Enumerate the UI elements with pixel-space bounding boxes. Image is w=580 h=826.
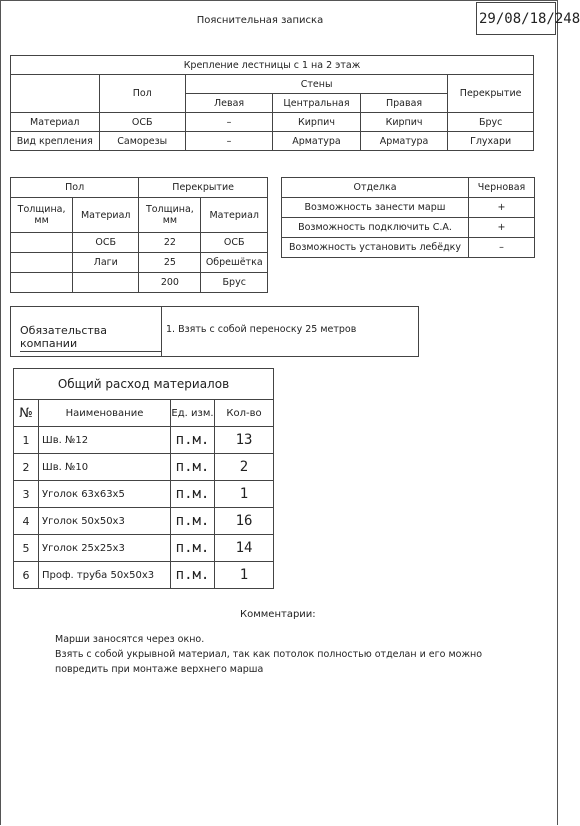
floor-ceiling-table <box>10 177 268 293</box>
row-label: Возможность подключить С.А. <box>282 218 469 238</box>
cell <box>11 273 73 293</box>
document-code: 29/08/18/248 <box>476 2 556 35</box>
table-row <box>282 218 535 238</box>
row-label: Материал <box>11 113 100 132</box>
cell-number: 6 <box>14 562 39 589</box>
header-thickness: Толщина, мм <box>139 198 201 233</box>
cell-unit: п.м. <box>171 535 215 562</box>
cell-name: Уголок 63х63х5 <box>39 481 171 508</box>
table-row <box>11 113 534 132</box>
row-value: + <box>469 198 535 218</box>
finishing-table <box>281 177 535 258</box>
company-obligations <box>10 306 419 357</box>
header-floor: Пол <box>11 178 139 198</box>
cell-number: 2 <box>14 454 39 481</box>
obligations-text: 1. Взять с собой переноску 25 метров <box>166 324 357 335</box>
cell-name: Шв. №10 <box>39 454 171 481</box>
table-row <box>14 481 274 508</box>
cell <box>11 233 73 253</box>
header-thickness: Толщина, мм <box>11 198 73 233</box>
header-finish: Отделка <box>282 178 469 198</box>
cell-name: Уголок 25х25х3 <box>39 535 171 562</box>
cell-unit: п.м. <box>171 562 215 589</box>
cell <box>73 273 139 293</box>
comment-line: повредить при монтаже верхнего марша <box>55 664 264 675</box>
table-row <box>14 454 274 481</box>
table-row <box>11 253 268 273</box>
header-unit: Ед. изм. <box>171 400 215 427</box>
header-qty: Кол-во <box>215 400 274 427</box>
cell-right: Арматура <box>360 132 447 151</box>
cell-unit: п.м. <box>171 454 215 481</box>
cell-unit: п.м. <box>171 481 215 508</box>
cell-right: Кирпич <box>360 113 447 132</box>
cell-number: 4 <box>14 508 39 535</box>
row-label: Возможность занести марш <box>282 198 469 218</box>
cell-central: Арматура <box>273 132 361 151</box>
table-caption: Общий расход материалов <box>14 369 274 400</box>
header-material: Материал <box>201 198 268 233</box>
table-row <box>282 198 535 218</box>
cell: Обрешётка <box>201 253 268 273</box>
comments-title: Комментарии: <box>240 609 316 620</box>
table-row <box>282 238 535 258</box>
table-row <box>14 535 274 562</box>
cell-ceiling: Глухари <box>448 132 534 151</box>
header-ceiling: Перекрытие <box>139 178 268 198</box>
empty-cell <box>11 75 100 113</box>
cell-qty: 1 <box>215 562 274 589</box>
materials-table <box>13 368 274 589</box>
row-value: – <box>469 238 535 258</box>
cell-floor: ОСБ <box>99 113 185 132</box>
comments-body <box>55 632 535 677</box>
table-row <box>11 233 268 253</box>
header-material: Материал <box>73 198 139 233</box>
cell-number: 1 <box>14 427 39 454</box>
table-row <box>11 132 534 151</box>
cell-left: – <box>185 132 272 151</box>
cell-floor: Саморезы <box>99 132 185 151</box>
table-row <box>14 562 274 589</box>
header-floor: Пол <box>99 75 185 113</box>
cell-unit: п.м. <box>171 427 215 454</box>
cell-number: 3 <box>14 481 39 508</box>
header-central: Центральная <box>273 94 361 113</box>
cell-name: Шв. №12 <box>39 427 171 454</box>
cell-qty: 1 <box>215 481 274 508</box>
cell: 22 <box>139 233 201 253</box>
comment-line: Взять с собой укрывной материал, так как потолок полностью отделан и его можно <box>55 649 483 660</box>
table-row <box>11 273 268 293</box>
document-title: Пояснительная записка <box>196 15 324 26</box>
cell-qty: 13 <box>215 427 274 454</box>
cell: Лаги <box>73 253 139 273</box>
cell-unit: п.м. <box>171 508 215 535</box>
cell-left: – <box>185 113 272 132</box>
row-label: Возможность установить лебёдку <box>282 238 469 258</box>
cell: Брус <box>201 273 268 293</box>
header-number: № <box>14 400 39 427</box>
row-label: Вид крепления <box>11 132 100 151</box>
cell <box>11 253 73 273</box>
cell-name: Уголок 50х50х3 <box>39 508 171 535</box>
header-rough: Черновая <box>469 178 535 198</box>
header-ceiling: Перекрытие <box>448 75 534 113</box>
header-name: Наименование <box>39 400 171 427</box>
cell: 200 <box>139 273 201 293</box>
table-row <box>14 508 274 535</box>
comment-line: Марши заносятся через окно. <box>55 634 205 645</box>
cell: ОСБ <box>201 233 268 253</box>
header-right: Правая <box>360 94 447 113</box>
header-walls: Стены <box>185 75 447 94</box>
cell-ceiling: Брус <box>448 113 534 132</box>
table-row <box>14 427 274 454</box>
cell-qty: 16 <box>215 508 274 535</box>
obligations-title-box <box>11 307 162 356</box>
cell-qty: 2 <box>215 454 274 481</box>
cell-name: Проф. труба 50х50х3 <box>39 562 171 589</box>
cell: 25 <box>139 253 201 273</box>
stairs-fastening-table <box>10 55 534 151</box>
cell-central: Кирпич <box>273 113 361 132</box>
header-left: Левая <box>185 94 272 113</box>
table-caption: Крепление лестницы с 1 на 2 этаж <box>11 56 534 75</box>
obligations-title: Обязательства компании <box>20 324 161 352</box>
cell: ОСБ <box>73 233 139 253</box>
row-value: + <box>469 218 535 238</box>
cell-number: 5 <box>14 535 39 562</box>
cell-qty: 14 <box>215 535 274 562</box>
